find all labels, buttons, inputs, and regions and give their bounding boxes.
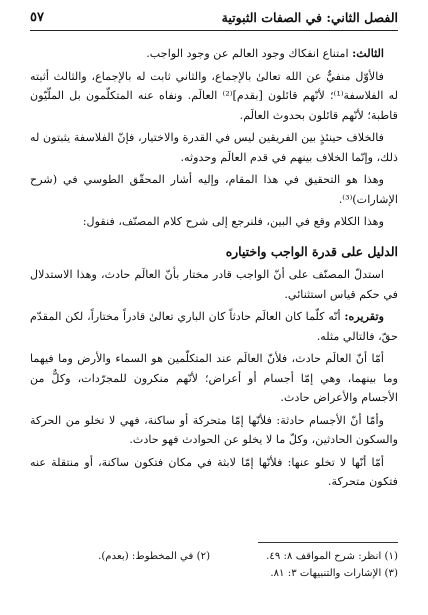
paragraph-text: وهذا هو التحقيق في هذا المقام، وإليه أشار المحقّق الطوسي في (شرح الإشارات)⁽³⁾. (30, 173, 398, 206)
footnote-1: (١) انظر: شرح المواقف ٨: ٤٩. (266, 551, 398, 562)
footnote-row (30, 565, 398, 582)
footnote-row (30, 548, 398, 565)
page-header (30, 8, 398, 31)
paragraph-text: أمّا أنّ العالَم حادث، فلأنّ العالَم عند المتكلّمين هو السماء والأرض وما فيهما وما بينهما، وهي إمّا أجسام أو أعراض؛ لأنّهم منكرون للمجرّدات، وكلٌّ من الأجسام والأعراض حادث. (30, 352, 398, 404)
footnotes (30, 548, 398, 582)
paragraph (30, 67, 398, 126)
page-body (30, 44, 398, 492)
footnote-3: (٣) الإشارات والتنبيهات ٣: ٨١. (270, 568, 398, 579)
paragraph (30, 44, 398, 64)
paragraph (30, 411, 398, 450)
paragraph (30, 349, 398, 408)
paragraph-text: أمّا أنّها لا تخلو عنها: فلأنّها إمّا لابثة في مكان فتكون ساكنة، أو منتقلة عنه فتكون متحركة. (30, 455, 398, 488)
paragraph-text: امتناع انفكاك وجود العالم عن وجود الواجب. (146, 47, 353, 60)
section-heading: الدليل على قدرة الواجب واختياره (225, 243, 398, 259)
paragraph-text: وأمّا أنّ الأجسام حادثة: فلأنّها إمّا متحركة أو ساكنة، فهي لا تخلو من الحركة والسكون الحادثين، وكلّ ما لا يخلو عن الحوادث فهو حادث. (30, 413, 398, 446)
paragraph-text: وهذا الكلام وقع في البين، فلنرجع إلى شرح كلام المصنّف، فنقول: (82, 215, 384, 228)
page-number: ٥٧ (30, 10, 44, 25)
paragraph (30, 170, 398, 209)
paragraph (30, 212, 398, 232)
paragraph (30, 307, 398, 346)
paragraph-text: فالخلاف حينئذٍ بين الفريقين ليس في القدرة والاختيار، فإنّ الفلاسفة يثبتون له ذلك، وإنّما الخلاف بينهم في قدم العالَم وحدوثه. (30, 131, 398, 164)
paragraph-text: أنّه كلّما كان العالَم حادثاً كان الباري تعالىٰ قادراً مختاراً، لكن المقدّم حقّ، فالتالي مثله. (30, 310, 398, 343)
paragraph (30, 265, 398, 304)
paragraph-text: استدلّ المصنّف على أنّ الواجب قادر مختار بأنّ العالَم حادث، وهذا الاستدلال في حكم قياس استثنائي. (30, 268, 398, 301)
paragraph-lead: وتقريره: (344, 309, 384, 323)
footnote-separator (258, 542, 398, 543)
running-title: الفصل الثاني: في الصفات الثبوتية (221, 10, 398, 25)
paragraph-text: فالأوّل منفيٌّ عن الله تعالىٰ بالإجماع، والثاني ثابت له بالإجماع، والثالث أثبته له الفلاسفة⁽¹⁾؛ لأنّهم قائلون [بقدم]⁽²⁾ العالَم. ونفاه عنه المتكلّمون بل الملّيّون قاطبة؛ لأنّهم قائلون بحدوث العالَم. (30, 69, 399, 122)
paragraph (30, 128, 398, 167)
paragraph-lead: الثالث: (352, 46, 384, 60)
footnote-2: (٢) في المخطوط: (بعدم). (98, 551, 211, 562)
paragraph (30, 453, 398, 492)
